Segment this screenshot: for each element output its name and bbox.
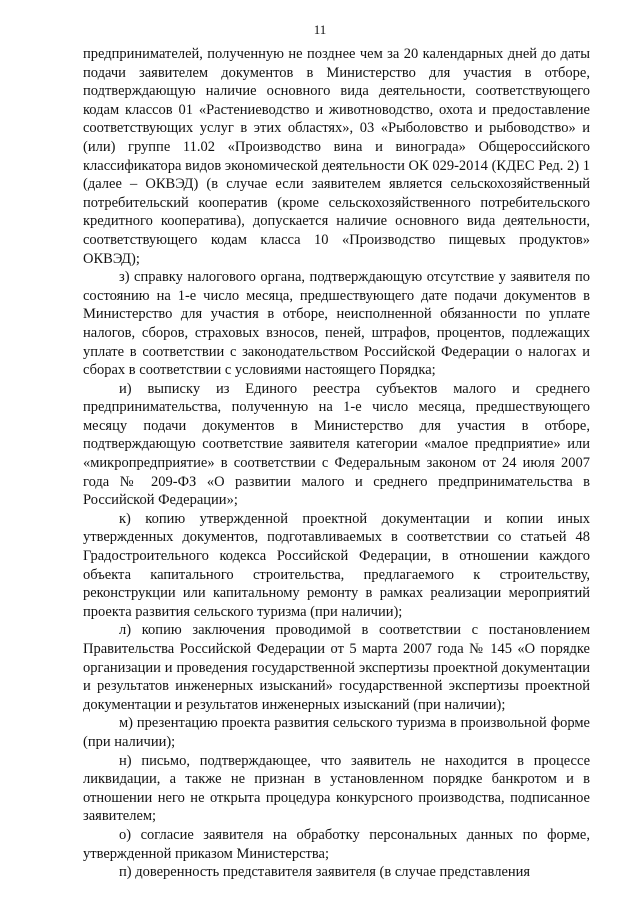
paragraph-item-o: о) согласие заявителя на обработку персональных данных по форме, утвержденной приказом Министерства;	[83, 826, 590, 862]
paragraph-continuation: предпринимателей, полученную не позднее чем за 20 календарных дней до даты подачи заявителем документов в Министерство для участия в отборе, подтверждающую наличие основного вида деятельности, соответствующего кодам классов 01 «Растениеводство и животноводство, охота и предоставление соответствующих услуг в этих областях», 03 «Рыболовство и рыбоводство» и (или) группе 11.02 «Производство вина и винограда» Общероссийского классификатора видов экономической деятельности ОК 029-2014 (КДЕС Ред. 2) 1 (далее – ОКВЭД) (в случае если заявителем является сельскохозяйственный потребительский кооператив (кроме сельскохозяйственного потребительского кредитного кооператива), допускается наличие основного вида деятельности, соответствующего кодам класса 10 «Производство пищевых продуктов» ОКВЭД);	[83, 46, 590, 267]
page-number: 11	[313, 22, 327, 37]
paragraph-item-i: и) выписку из Единого реестра субъектов малого и среднего предпринимательства, полученную на 1-е число месяца, предшествующего месяцу подачи документов в Министерство для участия в отборе, подтверждающую соответствие заявителя категории «малое предприятие» или «микропредприятие» в соответствии с Федеральным законом от 24 июля 2007 года № 209-ФЗ «О развитии малого и среднего предпринимательства в Российской Федерации»;	[83, 380, 590, 509]
document-body	[83, 45, 590, 882]
paragraph-item-k: к) копию утвержденной проектной документации и копии иных утвержденных документов, подготавливаемых в соответствии со статьей 48 Градостроительного кодекса Российской Федерации, в отношении каждого объекта капитального строительства, предлагаемого к строительству, реконструкции или капитальному ремонту в рамках реализации мероприятий проекта развития сельского туризма (при наличии);	[83, 510, 590, 620]
paragraph-item-p: п) доверенность представителя заявителя (в случае представления	[119, 864, 531, 881]
paragraph-item-z: з) справку налогового органа, подтверждающую отсутствие у заявителя по состоянию на 1-е число месяца, предшествующего дате подачи документов в Министерство для участия в отборе, неисполненной обязанности по уплате налогов, сборов, страховых взносов, пеней, штрафов, процентов, подлежащих уплате в соответствии с законодательством Российской Федерации о налогах и сборах в соответствии с условиями настоящего Порядка;	[83, 269, 590, 379]
paragraph-item-l: л) копию заключения проводимой в соответствии с постановлением Правительства Российской Федерации от 5 марта 2007 года № 145 «О порядке организации и проведения государственной экспертизы проектной документации и результатов инженерных изысканий» государственной экспертизы проектной документации и результатов инженерных изысканий (при наличии);	[83, 622, 590, 713]
paragraph-item-m: м) презентацию проекта развития сельского туризма в произвольной форме (при наличии);	[83, 715, 590, 750]
paragraph-item-n: н) письмо, подтверждающее, что заявитель не находится в процессе ликвидации, а также не признан в установленном порядке банкротом и в отношении него не открыта процедура конкурсного производства, подписанное заявителем;	[83, 752, 590, 825]
